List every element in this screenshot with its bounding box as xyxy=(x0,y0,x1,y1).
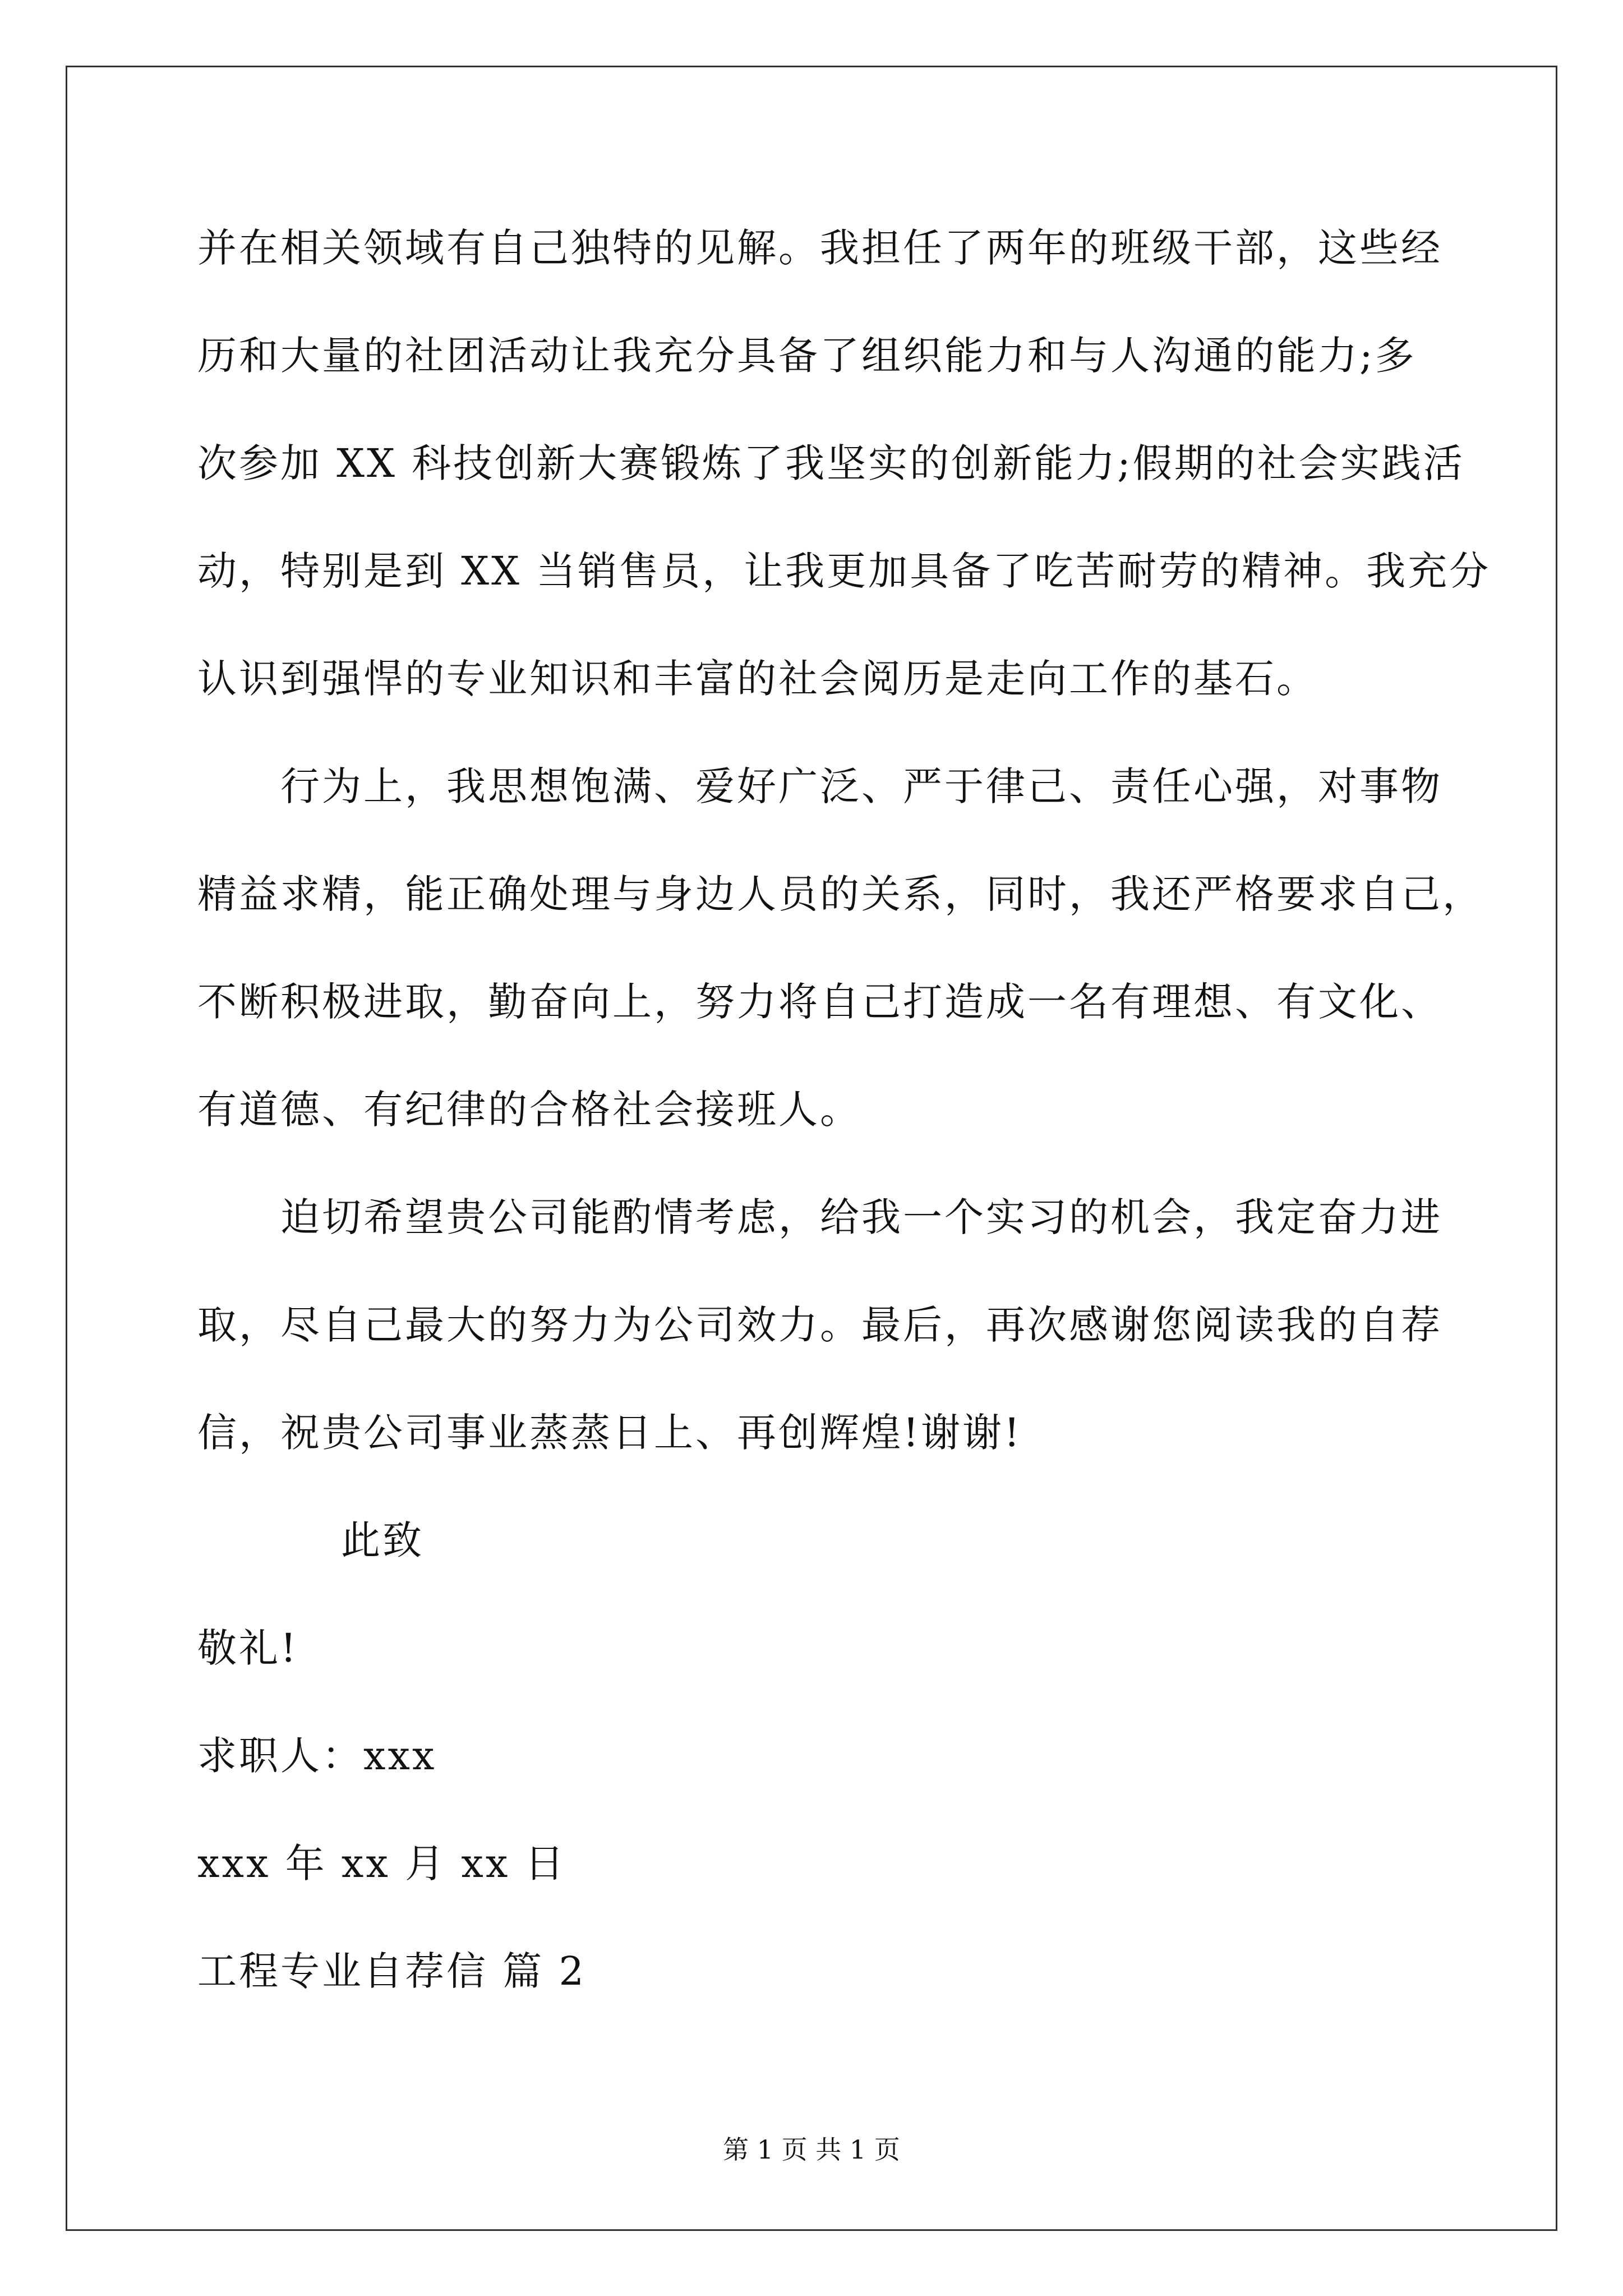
paragraph-1-line-5: 认识到强悍的专业知识和丰富的社会阅历是走向工作的基石。 xyxy=(197,656,1318,702)
paragraph-3-line-1: 迫切希望贵公司能酌情考虑，给我一个实习的机会，我定奋力进 xyxy=(280,1194,1442,1240)
page-footer: 第 1 页 共 1 页 xyxy=(723,2134,900,2165)
paragraph-1-line-2: 历和大量的社团活动让我充分具备了组织能力和与人沟通的能力;多 xyxy=(197,333,1417,379)
paragraph-1-line-4: 动，特别是到 XX 当销售员，让我更加具备了吃苦耐劳的精神。我充分 xyxy=(197,548,1491,594)
page-border xyxy=(66,66,1557,2231)
closing-salutation: 此致 xyxy=(341,1517,424,1563)
section-heading: 工程专业自荐信 篇 2 xyxy=(197,1948,587,1994)
closing-regards: 敬礼! xyxy=(197,1625,299,1671)
paragraph-3-line-3: 信，祝贵公司事业蒸蒸日上、再创辉煌!谢谢! xyxy=(197,1410,1022,1456)
paragraph-3-line-2: 取，尽自己最大的努力为公司效力。最后，再次感谢您阅读我的自荐 xyxy=(197,1302,1442,1348)
paragraph-2-line-3: 不断积极进取，勤奋向上，努力将自己打造成一名有理想、有文化、 xyxy=(197,979,1442,1025)
paragraph-1-line-3: 次参加 XX 科技创新大赛锻炼了我坚实的创新能力;假期的社会实践活 xyxy=(197,440,1465,486)
paragraph-2-line-2: 精益求精，能正确处理与身边人员的关系，同时，我还严格要求自己， xyxy=(197,871,1484,917)
letter-date: xxx 年 xx 月 xx 日 xyxy=(197,1841,566,1887)
paragraph-1-line-1: 并在相关领域有自己独特的见解。我担任了两年的班级干部，这些经 xyxy=(197,225,1442,271)
applicant-name: 求职人：xxx xyxy=(197,1733,437,1779)
paragraph-2-line-1: 行为上，我思想饱满、爱好广泛、严于律己、责任心强，对事物 xyxy=(280,763,1442,809)
paragraph-2-line-4: 有道德、有纪律的合格社会接班人。 xyxy=(197,1087,861,1133)
